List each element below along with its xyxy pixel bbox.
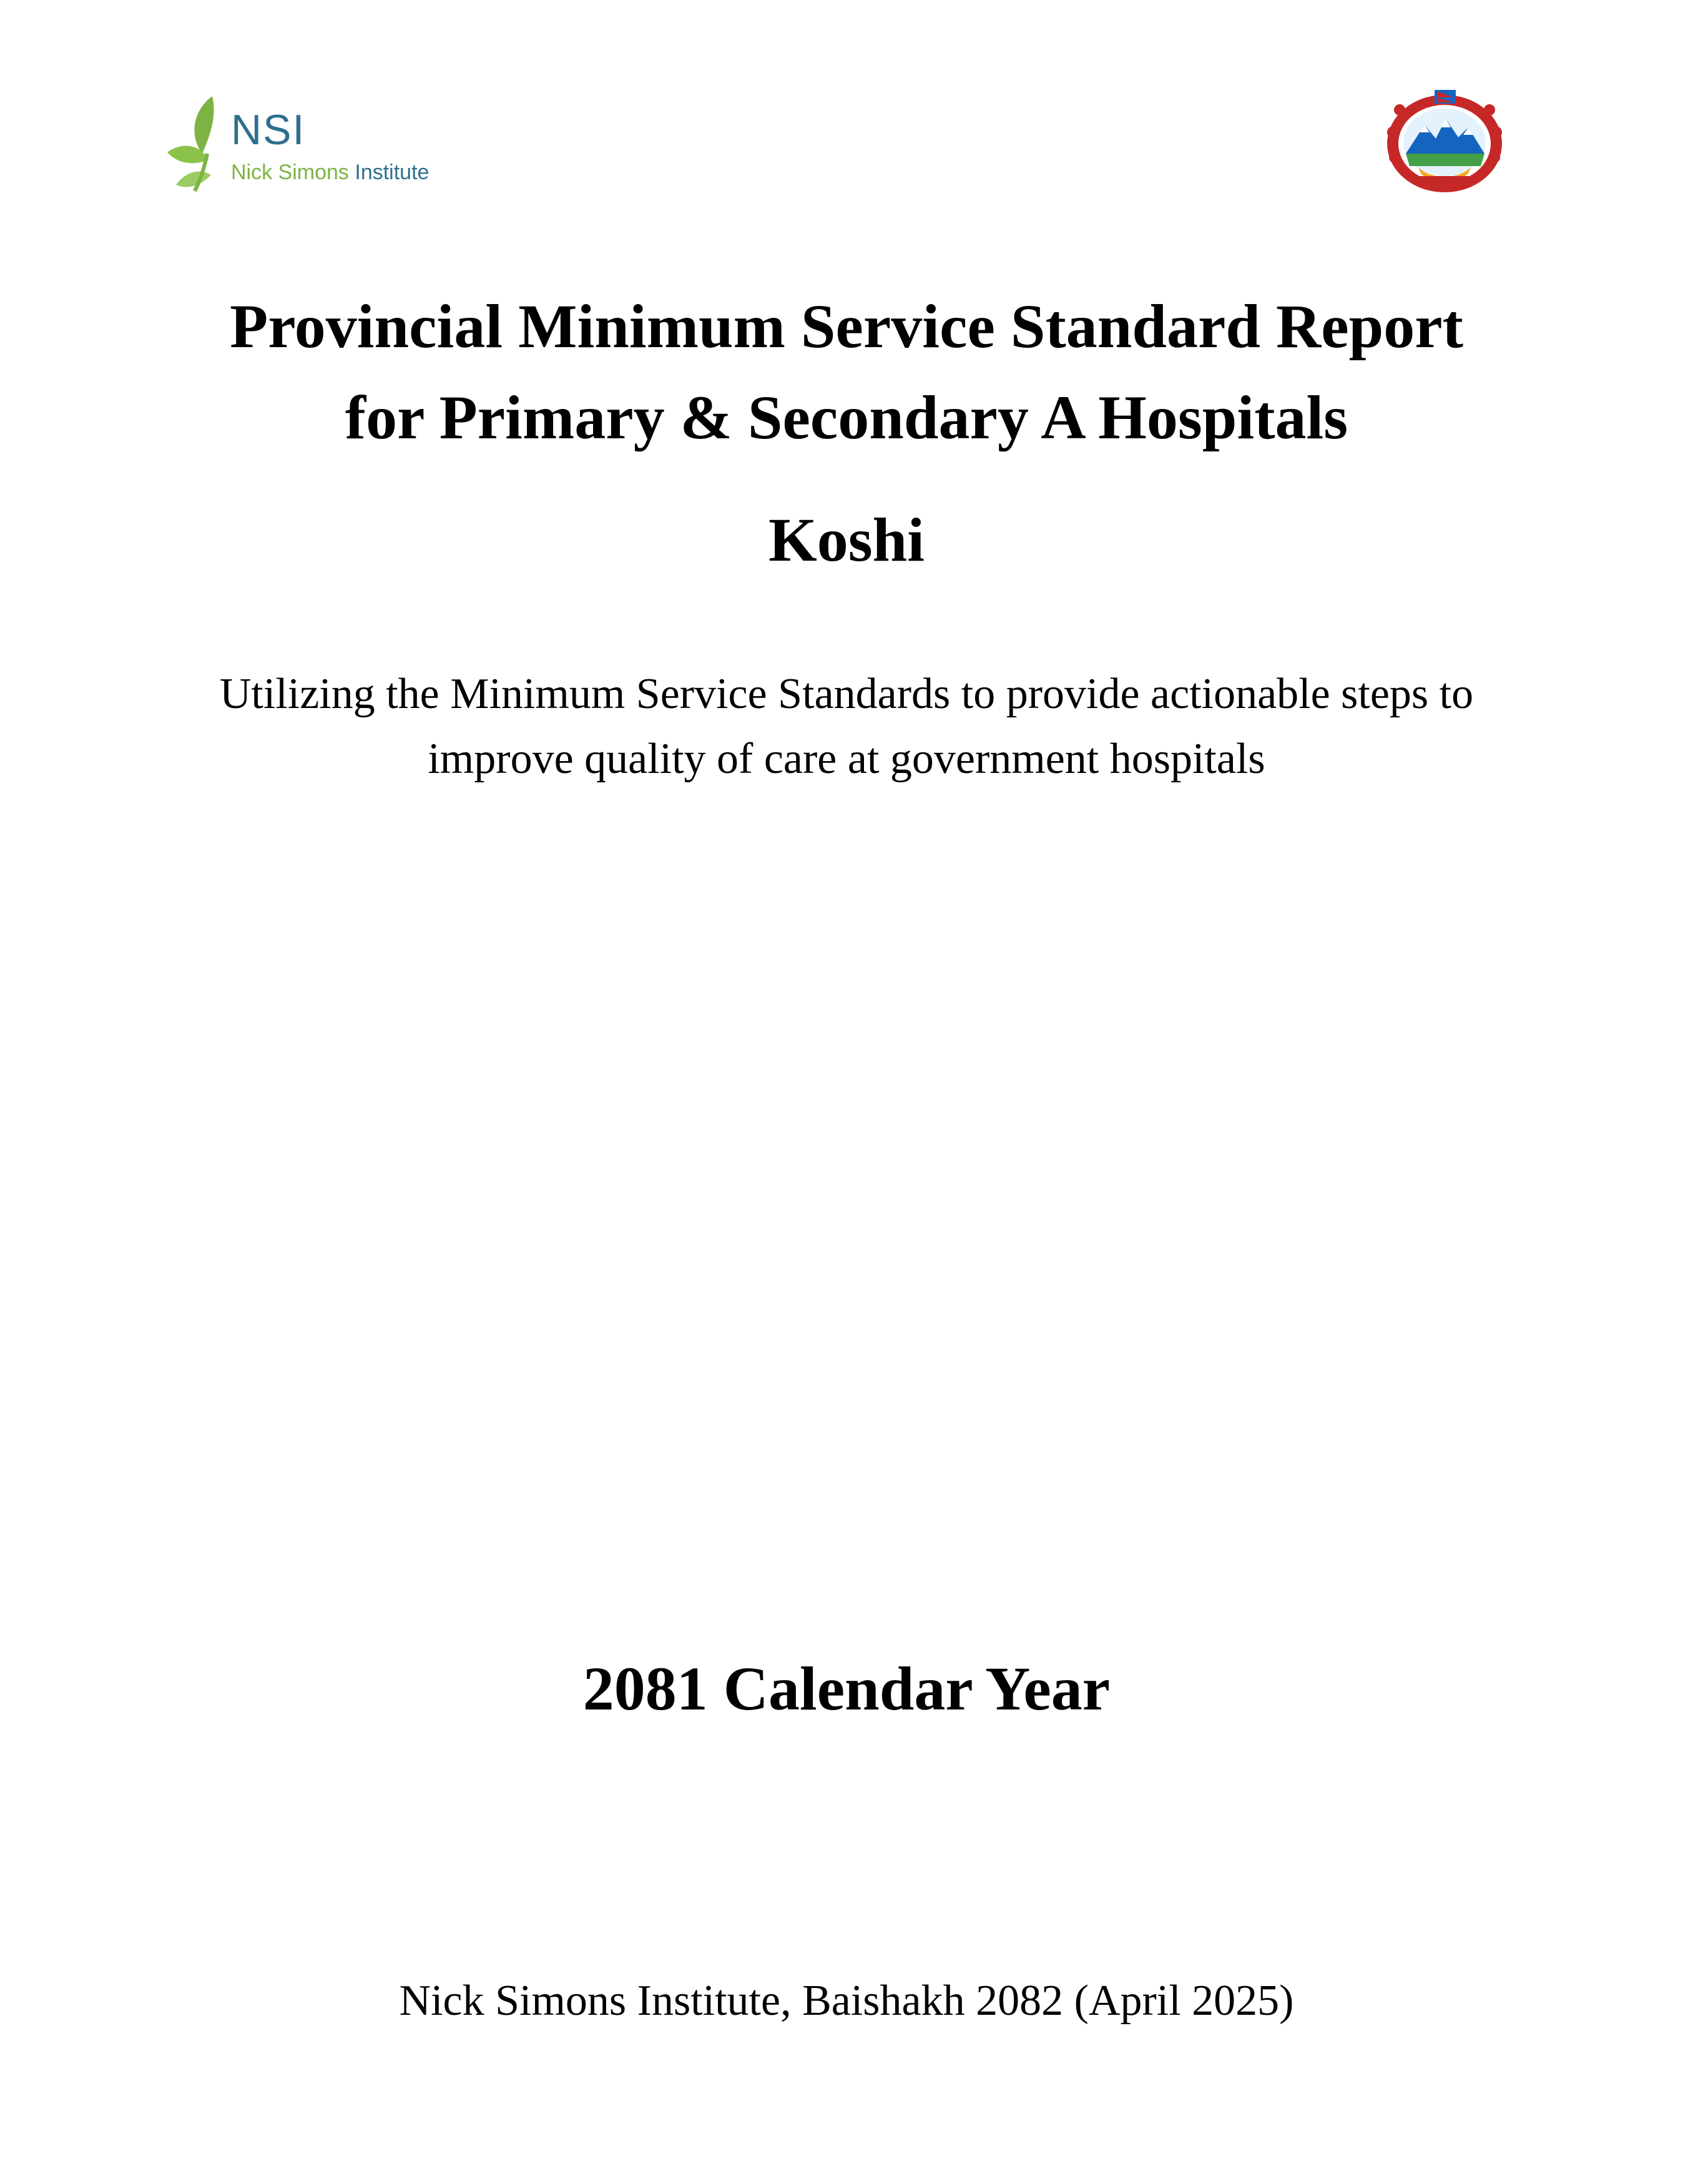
title-line-2: for Primary & Secondary A Hospitals [345, 383, 1348, 452]
province-name: Koshi [768, 505, 925, 574]
title-line-1: Provincial Minimum Service Standard Report [230, 292, 1463, 361]
subtitle-line-1: Utilizing the Minimum Service Standards to provide actionable steps to [219, 670, 1474, 718]
subtitle-line-2: improve quality of care at government hospitals [428, 735, 1265, 783]
page-title [0, 281, 1693, 463]
subtitle [0, 662, 1693, 792]
nsi-logo-name-part2: Institute [348, 160, 429, 184]
nsi-logo-name-part1: Nick Simons [231, 160, 349, 184]
nsi-logo [164, 91, 463, 194]
publisher-line: Nick Simons Institute, Baishakh 2082 (April 2025) [399, 1977, 1294, 2025]
calendar-year: 2081 Calendar Year [582, 1654, 1111, 1723]
nsi-logo-letters: NSI [231, 106, 306, 154]
nsi-logo-name [231, 160, 429, 185]
nepal-government-emblem-icon [1381, 89, 1509, 196]
leaf-icon [164, 91, 232, 194]
